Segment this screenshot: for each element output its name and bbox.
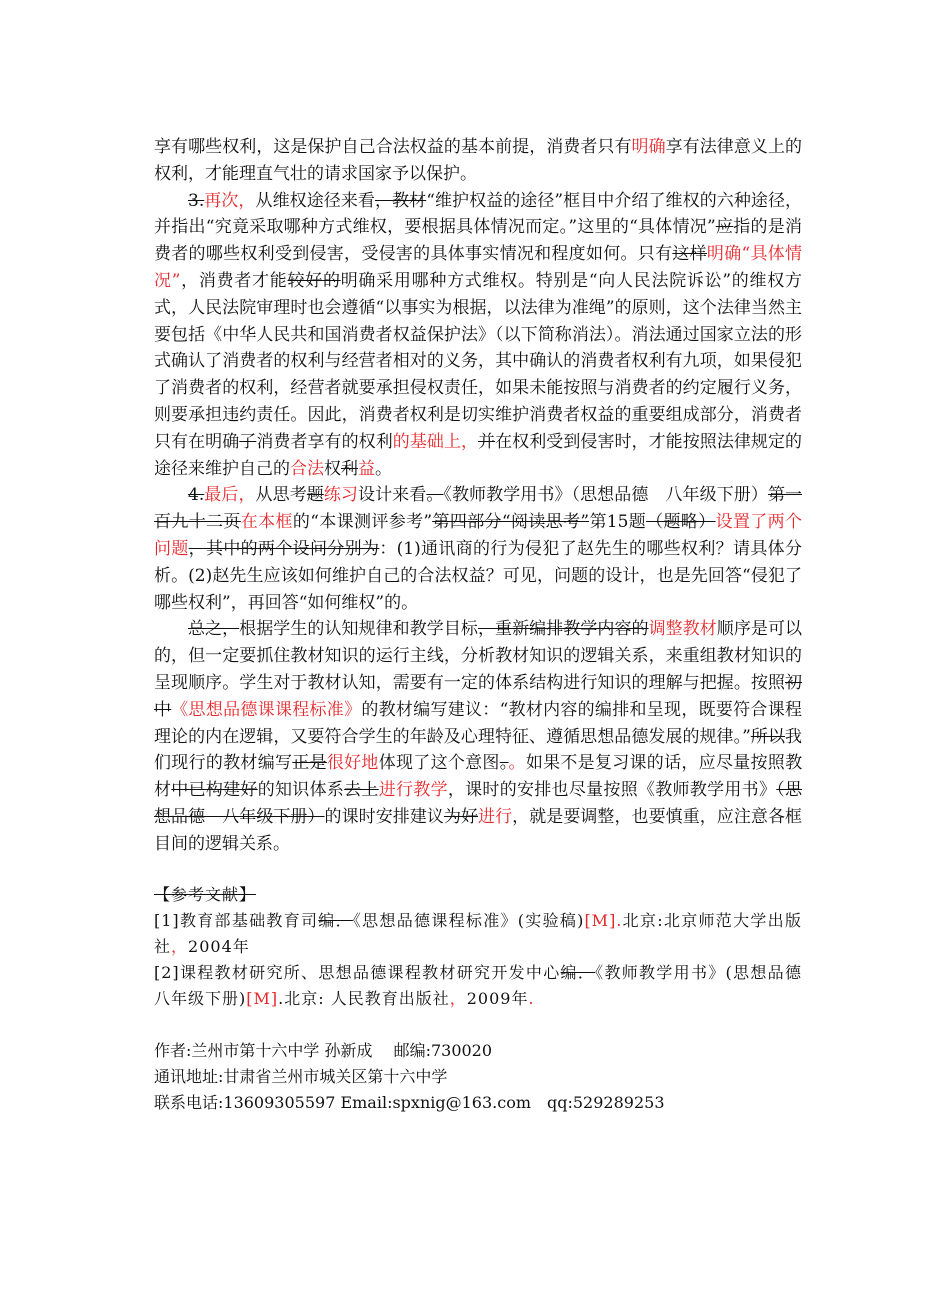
deleted-text: 中已构建好 [171, 780, 258, 801]
references-section [154, 882, 819, 1012]
inserted-text: 调整教材 [648, 619, 717, 640]
inserted-text: 。 [508, 753, 526, 774]
text-run: 《思想品德课程标准》 [352, 910, 518, 930]
deleted-text: 4. [188, 485, 205, 506]
inserted-text: 练习 [323, 485, 359, 506]
deleted-text: 第一百九十二页 [154, 485, 803, 533]
text-run: [1]教育部基础教育司 [154, 910, 319, 930]
deleted-text: 总之， [188, 619, 240, 640]
deleted-text: 3. [188, 190, 205, 211]
deleted-text: 正是 [292, 753, 327, 774]
inserted-text: ， [449, 988, 467, 1008]
deleted-text: 编． [560, 962, 596, 982]
deleted-text: ，其中的两个设问分别为 [188, 538, 380, 559]
inserted-text: [M] [246, 988, 279, 1008]
text-run: 明确采用哪种方式维权。特别是“向人民法院诉讼”的维权方式，人民法院审理时也会遵循“以事实为根据，以法律为准绳”的原则，这个法律当然主要包括《中华人民共和国消费者权益保护法》（以下简称消法）。消法通过国家立法的形式确认了消费者的权利与经营者相对的义务，其中确认的消费者权利有九项，如果侵犯了消费者的权利，经营者就要承担侵权责任，如果未能按照与消费者的约定履行义务，则要承担违约责任。因此，消费者权利是切实维护消费者权益的重要组成部分，消费者只有在明确 [154, 270, 802, 452]
deleted-text: （题略） [646, 512, 716, 533]
deleted-text: 所以 [750, 726, 786, 747]
inserted-text: 在本框 [240, 512, 293, 533]
text-run: ，就是要调整，也要慎重，应注意各框目间的逻辑关系。 [154, 806, 803, 854]
text-run: 体现了这个意图 [378, 753, 500, 774]
inserted-text: 进行教学 [378, 780, 448, 801]
inserted-text: 的基础上， [392, 431, 479, 452]
text-run: 享有法律意义上的权利，才能理直气壮的请求国家予以保护。 [154, 137, 803, 184]
text-run: 享有哪些权利，这是保护自己合法权益的基本前提，消费者只有 [154, 137, 632, 157]
deleted-text: 题 [306, 485, 324, 506]
address-line: 通讯地址:甘肃省兰州市城关区第十六中学 [154, 1066, 448, 1086]
text-run: 的“本课测评参考” [292, 512, 433, 533]
deleted-text: 教材 [392, 190, 427, 211]
deleted-text: 为好 [443, 806, 479, 827]
deleted-text: ，重新编排教学内容的 [477, 619, 649, 640]
deleted-text: 利 [341, 458, 358, 479]
deleted-text: 去上 [344, 780, 379, 801]
paragraph-point-3 [154, 188, 802, 483]
text-run: ，课时的安排也尽量按照《教师教学用书》 [447, 780, 777, 801]
deleted-text: 较好的 [287, 270, 341, 291]
deleted-text: 第四部分“阅读思考” [432, 512, 590, 533]
text-run: ：(1)通讯商的行为侵犯了赵先生的哪些权利？请具体分析。(2)赵先生应该如何维护自己的合法权益？可见，问题的设计，也是先回答“侵犯了哪些权利”，再回答“如何维权”的。 [154, 538, 802, 613]
text-run: 指的是消费者的哪些权利受到侵害，受侵害的具体事实情况和程度如何。只有 [154, 217, 802, 265]
reference-1 [154, 908, 802, 960]
text-run: 权 [324, 458, 341, 479]
inserted-text: 设置了两个问题 [154, 512, 803, 559]
text-run: 。 [375, 458, 392, 479]
contact-line: 联系电话:13609305597 Email:spxnig@163.com qq:529289253 [154, 1092, 665, 1112]
deleted-text: ， [374, 190, 393, 211]
text-run: 从维权途径来看 [255, 190, 375, 211]
paragraph-summary [154, 616, 802, 857]
document-page [154, 134, 819, 1116]
deleted-text: 了 [239, 431, 257, 452]
text-run: 设计来看 [358, 485, 427, 506]
text-run: 2009年 [466, 988, 529, 1008]
deleted-text: 。 [426, 485, 444, 506]
inserted-text: . [528, 988, 535, 1008]
text-run: 在权利受到侵害时，才能按照法律规定的途径来维护自己的 [154, 431, 803, 479]
deleted-text: 初中 [154, 672, 802, 720]
paragraph-point-4 [154, 482, 802, 616]
inserted-text: 益 [358, 458, 375, 479]
text-run: “维护权益的途径”框目中介绍了维权的六种途径，并指出“究竟采取哪种方式维权，要根据具体情况而定。”这里的“具体情况” [154, 190, 803, 238]
text-run: 2004年 [188, 936, 250, 956]
text-run: 第15题 [589, 512, 647, 533]
deleted-text: 应 [715, 217, 734, 238]
deleted-text: 编． [318, 910, 353, 930]
deleted-text: 。 [499, 753, 509, 774]
reference-2 [154, 960, 819, 1012]
text-run: 《教师教学用书》（思想品德 八年级下册） [443, 485, 768, 506]
inserted-text: 合法 [290, 458, 324, 479]
deleted-text: 并 [478, 431, 496, 452]
text-run: 消费者享有的权利 [256, 431, 393, 452]
inserted-text: 再次， [204, 190, 256, 211]
text-run: 的教材编写建议：“教材内容的编排和呈现，既要符合课程理论的内在逻辑，又要符合学生的年龄及心理特征、遵循思想品德发展的规律。” [154, 699, 802, 747]
text-run: ，消费者才能 [180, 270, 288, 291]
inserted-text: 明确 [631, 137, 666, 157]
text-run: 顺序是可以的，但一定要抓住教材知识的运行主线，分析教材知识的逻辑关系，来重组教材知识的呈现顺序。学生对于教材认知，需要有一定的体系结构进行知识的理解与把握。按照 [154, 619, 803, 693]
text-run: 的课时安排建议 [324, 806, 444, 827]
text-run: 如果不是复习课的话，应尽量按照教材 [154, 753, 803, 801]
inserted-text: 明确“具体情况” [154, 244, 803, 291]
text-run: 根据学生的认知规律和教学目标 [239, 619, 478, 640]
text-run: (实验稿) [517, 910, 585, 930]
text-run: 从思考 [255, 485, 307, 506]
author-info [154, 1038, 802, 1116]
inserted-text: ， [171, 936, 189, 956]
inserted-text: [M]. [584, 910, 623, 930]
deleted-text: （思想品德 八年级下册） [154, 780, 803, 827]
text-run: 的知识体系 [257, 780, 345, 801]
text-run: .北京: 人民教育出版社 [278, 988, 450, 1008]
author-line: 作者:兰州市第十六中学 孙新成 邮编:730020 [154, 1040, 493, 1060]
text-run: 《教师教学用书》 [595, 962, 726, 982]
text-run: 北京:北京师范大学出版社 [154, 910, 802, 956]
deleted-text: 【参考文献】 [154, 884, 257, 904]
text-run: 我们现行的教材编写 [154, 726, 803, 774]
text-run: (思想品德 八年级下册) [154, 962, 819, 1008]
paragraph-rights-intro [154, 134, 802, 188]
text-run: [2]课程教材研究所、思想品德课程教材研究开发中心 [154, 962, 561, 982]
inserted-text: 最后， [204, 485, 256, 506]
inserted-text: 很好地 [326, 753, 379, 774]
inserted-text: 《思想品德课课程标准》 [171, 699, 362, 720]
deleted-text: 这样 [672, 244, 707, 265]
inserted-text: 进行 [478, 806, 513, 827]
references-heading [154, 882, 802, 908]
